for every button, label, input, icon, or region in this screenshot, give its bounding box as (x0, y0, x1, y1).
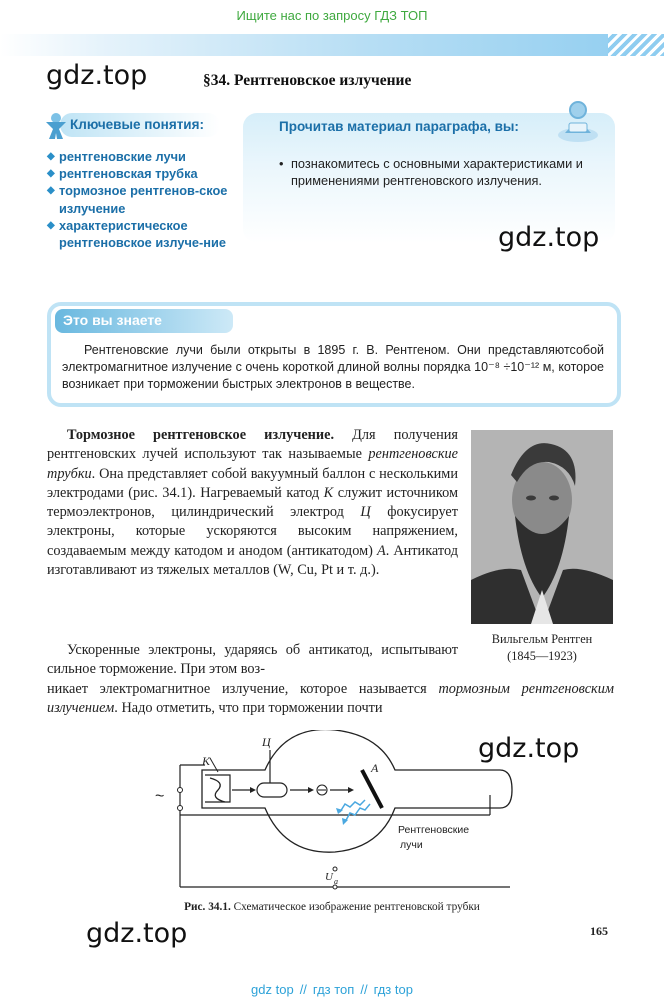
top-search-note: Ищите нас по запросу ГДЗ ТОП (236, 8, 428, 23)
label-c: Ц (262, 735, 271, 749)
portrait-caption (471, 631, 613, 665)
cathode-coil (210, 778, 225, 802)
section-title: §34. Рентгеновское излучение (203, 72, 412, 89)
did-you-know-text: Рентгеновские лучи были открыты в 1895 г. В. Рентгеном. Они представляютсобой электромагнитное излучение с очень короткой длиной волны порядка 10⁻⁸ ÷10⁻¹² м, которое возникает при торможении быстрых электронов в веществе. (62, 343, 604, 391)
paragraph-1: Тормозное рентгеновское излучение. Для получения рентгеновских лучей используют так называемые рентгеновские трубки. Она представляет собой вакуумный баллон с несколькими электродами (рис. 34.1). Нагреваемый катод K служит источником термоэлектронов, цилиндрический электрод Ц фокусирует электроны, которые ускоряются высоким напряжением, создаваемым между катодом и анодом (антикатодом) A. Антикатод изготавливают из тяжелых металлов (W, Cu, Pt и т. д.). (47, 427, 459, 579)
key-concepts-list (47, 148, 237, 251)
label-ua: U (325, 871, 333, 883)
key-concept-item: ◆ рентгеновская трубка (47, 166, 198, 182)
key-concept-item: ◆ тормозное рентгенов-ское излучение (47, 183, 228, 216)
bullet-dot-icon: • (279, 156, 284, 171)
diamond-bullet-icon: ◆ (47, 185, 55, 197)
ac-symbol: ~ (155, 788, 165, 805)
watermark-top-left: gdz.top (46, 60, 148, 91)
did-you-know-title: Это вы знаете (63, 312, 162, 328)
footer-link[interactable]: гдз топ (312, 982, 355, 997)
footer-links: gdz top // гдз топ // гдз top (251, 982, 413, 997)
portrait-name: Вильгельм Рентген (491, 632, 593, 646)
label-rays-1: Рентгеновские (398, 824, 470, 836)
label-a: A (371, 761, 379, 775)
footer-link[interactable]: gdz top (251, 982, 294, 997)
diamond-bullet-icon: ◆ (47, 151, 55, 162)
figure-caption: Рис. 34.1. Схематическое изображение рентгеновской трубки (184, 901, 480, 913)
student-reading-icon (555, 99, 601, 143)
key-concept-item: ◆ характеристическое рентгеновское излуче-ние (47, 217, 226, 251)
footer-link[interactable]: гдз top (373, 982, 413, 997)
paragraph-3: никает электромагнитное излучение, которое называется тормозным рентгеновским излучением. Надо отметить, что при торможении почти (47, 681, 615, 717)
xray-tube-diagram (150, 730, 520, 900)
goals-list (279, 155, 609, 189)
header-stripes (608, 34, 664, 56)
label-rays-2: лучи (400, 839, 423, 851)
focusing-cylinder (257, 783, 287, 797)
header-band (0, 34, 664, 56)
diamond-bullet-icon: ◆ (47, 219, 55, 231)
key-concepts-person-icon (44, 112, 68, 140)
label-k: K (202, 754, 211, 768)
page-number: 165 (590, 924, 608, 938)
watermark-bottom: gdz.top (86, 918, 188, 949)
key-concept-item: ◆ рентгеновские лучи (47, 149, 186, 164)
key-concepts-title: Ключевые понятия: (70, 117, 204, 132)
anticathode (362, 770, 382, 808)
diamond-bullet-icon: ◆ (47, 168, 55, 180)
portrait-years: (1845—1923) (507, 649, 577, 663)
paragraph-2: Ускоренные электроны, ударяясь об антикатод, испытывают сильное торможение. При этом воз- (47, 642, 458, 678)
watermark-diagram: gdz.top (478, 733, 580, 764)
watermark-right: gdz.top (498, 222, 600, 253)
label-ua-sub: a (334, 877, 338, 886)
xray-wave-1 (340, 800, 365, 812)
goal-item: • познакомитесь с основными характеристиками и применениями рентгеновского излучения. (279, 156, 583, 188)
goals-title: Прочитав материал параграфа, вы: (279, 119, 519, 134)
roentgen-portrait (471, 430, 613, 624)
